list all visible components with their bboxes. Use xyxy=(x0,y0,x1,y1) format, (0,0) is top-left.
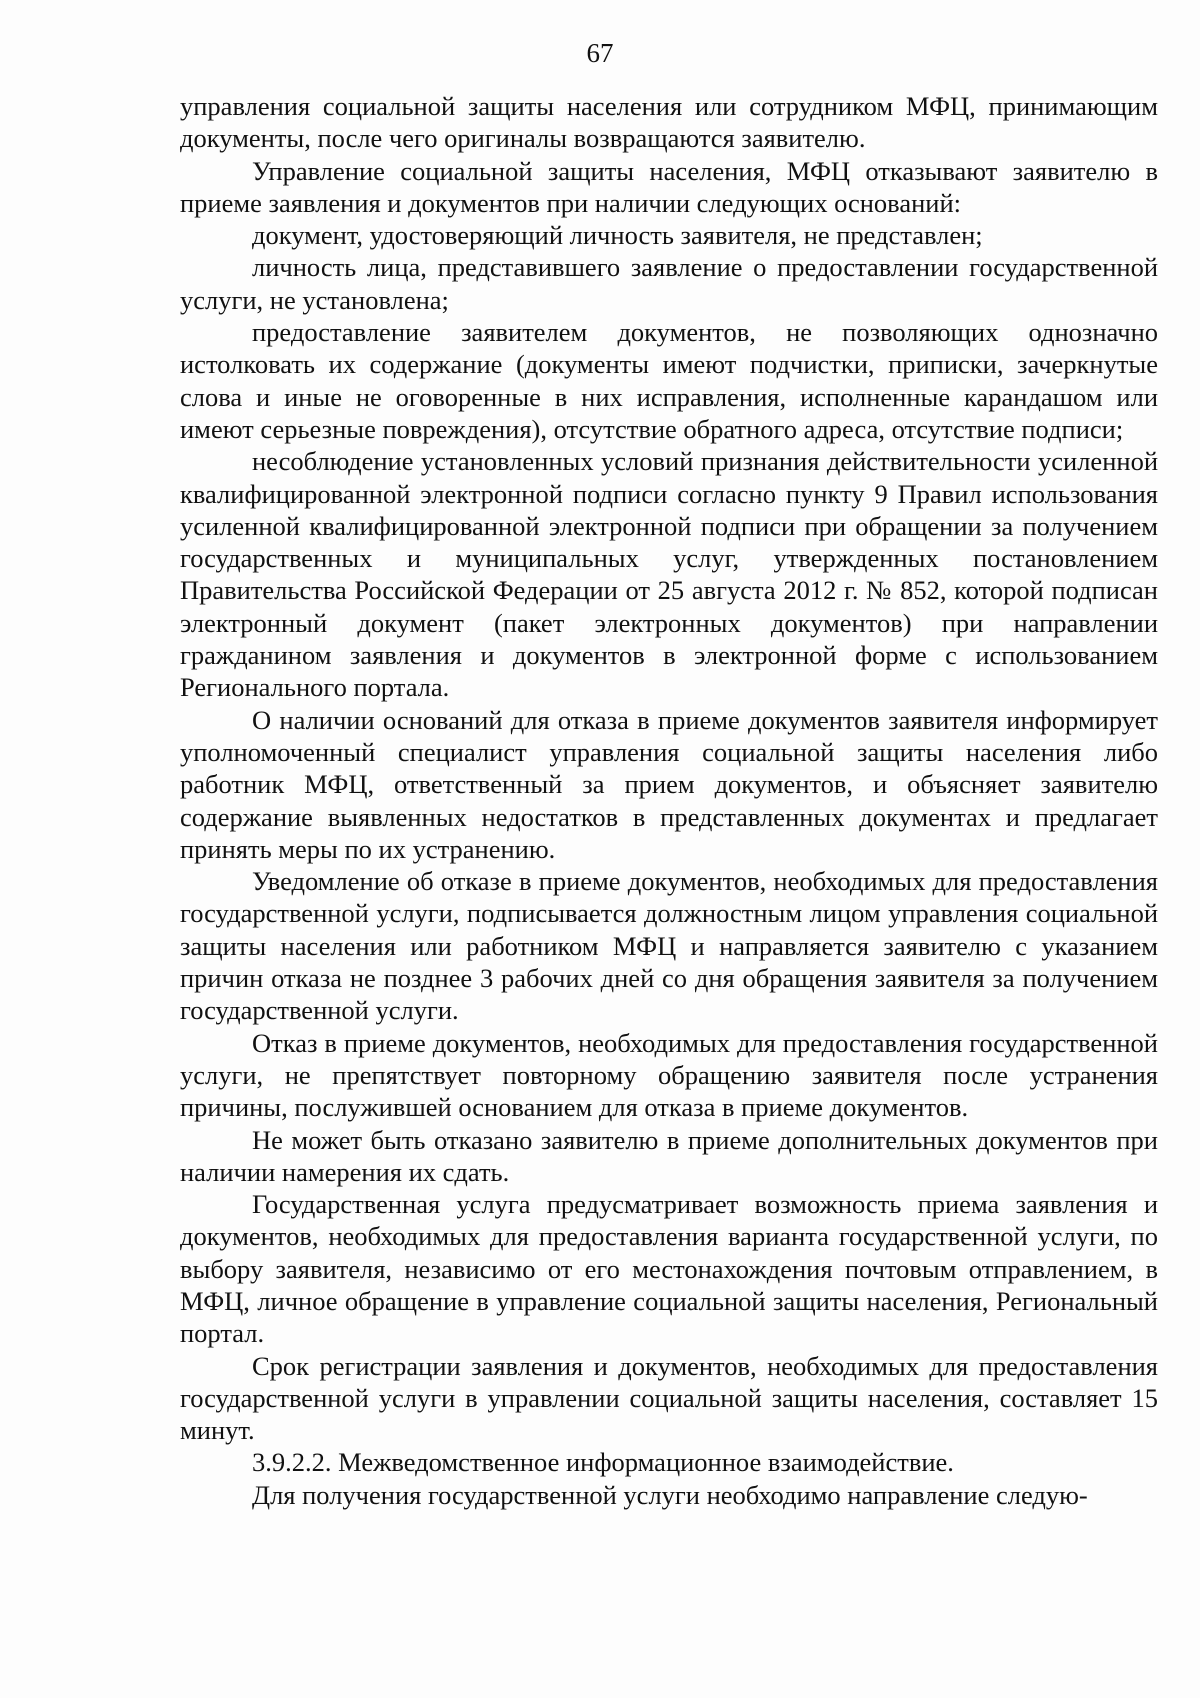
paragraph: управления социальной защиты населения или сотрудником МФЦ, принимающим документы, после чего оригиналы возвращаются заявителю. xyxy=(180,91,1158,154)
page-number: 67 xyxy=(586,38,614,68)
paragraph: предоставление заявителем документов, не позволяющих однозначно истолковать их содержание (документы имеют подчистки, приписки, зачеркнутые слова и иные не оговоренные в них исправления, исполненные карандашом или имеют серьезные повреждения), отсутствие обратного адреса, отсутствие подписи; xyxy=(180,317,1158,444)
paragraph: Отказ в приеме документов, необходимых для предоставления государственной услуги, не препятствует повторному обращению заявителя после устранения причины, послужившей основанием для отказа в приеме документов. xyxy=(180,1027,1158,1123)
paragraph: документ, удостоверяющий личность заявителя, не представлен; xyxy=(252,220,983,251)
section-heading: 3.9.2.2. Межведомственное информационное взаимодействие. xyxy=(252,1447,954,1478)
paragraph: Срок регистрации заявления и документов, необходимых для предоставления государственной услуги в управлении социальной защиты населения, составляет 15 минут. xyxy=(180,1350,1158,1446)
paragraph: Государственная услуга предусматривает возможность приема заявления и документов, необходимых для предоставления варианта государственной услуги, по выбору заявителя, независимо от его местонахождения почтовым отправлением, в МФЦ, личное обращение в управление социальной защиты населения, Региональный портал. xyxy=(180,1189,1158,1349)
paragraph: Уведомление об отказе в приеме документов, необходимых для предоставления государственной услуги, подписывается должностным лицом управления социальной защиты населения или работником МФЦ и направляется заявителю с указанием причин отказа не позднее 3 рабочих дней со дня обращения заявителя за получением государственной услуги. xyxy=(180,866,1158,1026)
document-body xyxy=(180,90,1158,1511)
paragraph: О наличии оснований для отказа в приеме документов заявителя информирует уполномоченный специалист управления социальной защиты населения либо работник МФЦ, ответственный за прием документов, и объясняет заявителю содержание выявленных недостатков в представленных документах и предлагает принять меры по их устранению. xyxy=(180,704,1158,864)
paragraph: Не может быть отказано заявителю в приеме дополнительных документов при наличии намерения их сдать. xyxy=(180,1124,1158,1187)
paragraph: Управление социальной защиты населения, МФЦ отказывают заявителю в приеме заявления и документов при наличии следующих оснований: xyxy=(180,155,1158,218)
paragraph: личность лица, представившего заявление о предоставлении государственной услуги, не установлена; xyxy=(180,252,1158,315)
paragraph: несоблюдение установленных условий признания действительности усиленной квалифицированной электронной подписи согласно пункту 9 Правил использования усиленной квалифицированной электронной подписи при обращении за получением государственных и муниципальных услуг, утвержденных постановлением Правительства Российской Федерации от 25 августа 2012 г. № 852, которой подписан электронный документ (пакет электронных документов) при направлении гражданином заявления и документов в электронной форме с использованием Регионального портала. xyxy=(180,446,1158,703)
paragraph: Для получения государственной услуги необходимо направление следую- xyxy=(252,1479,1088,1510)
